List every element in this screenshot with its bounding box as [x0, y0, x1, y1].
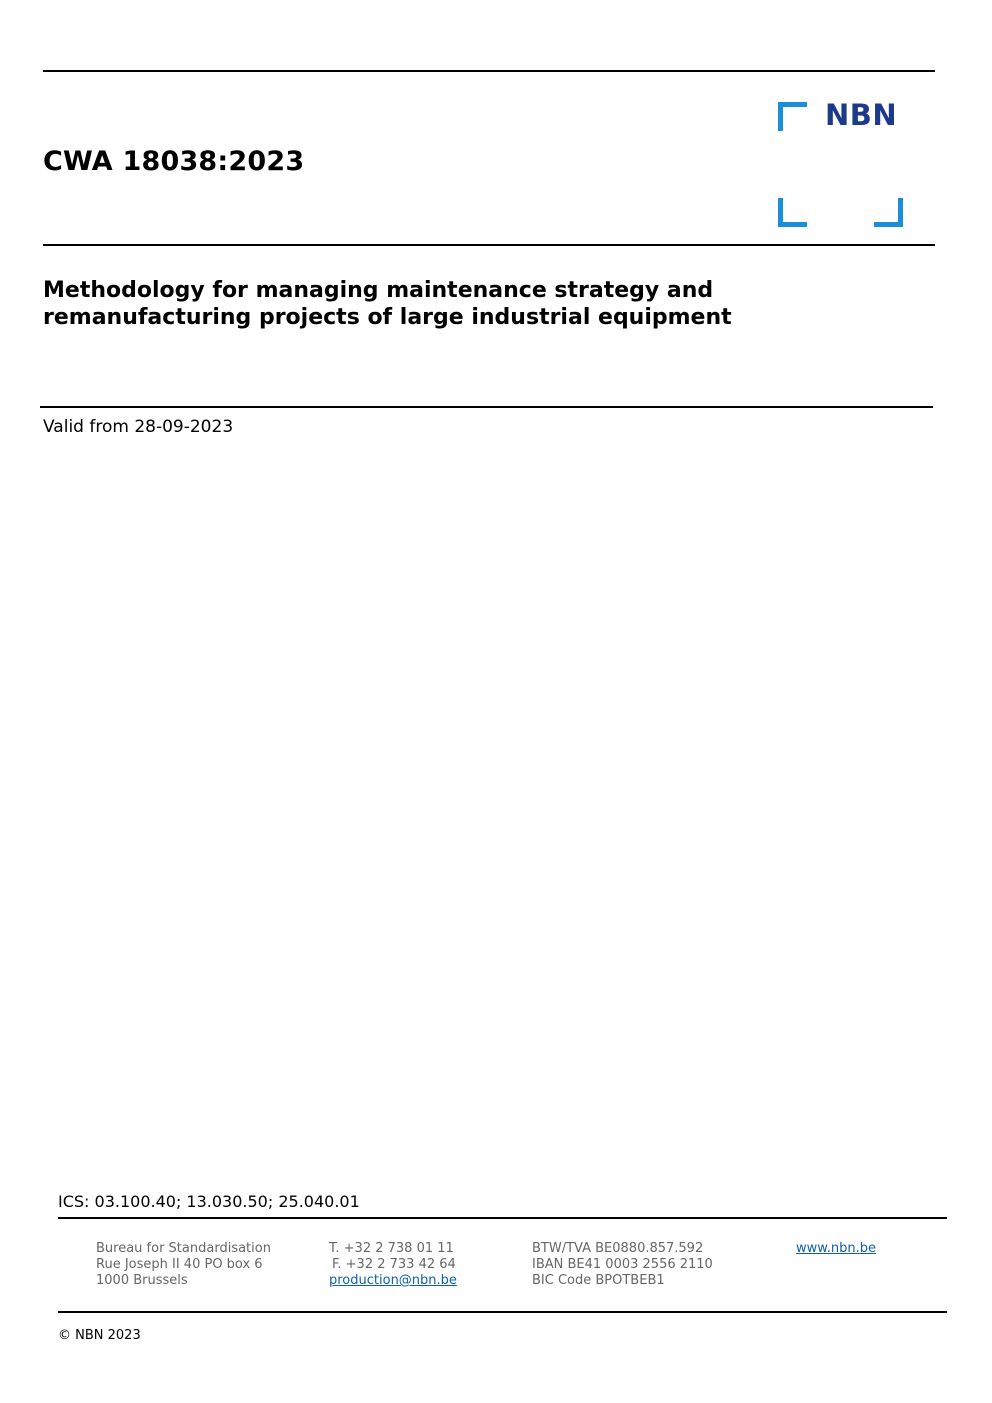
bic-code: BIC Code BPOTBEB1: [532, 1273, 665, 1288]
logo-corner-bottom-right: [874, 198, 903, 227]
fax-number: F. +32 2 733 42 64: [332, 1257, 456, 1272]
logo-corner-top-left: [778, 102, 807, 131]
footer-bottom-rule: [58, 1311, 947, 1313]
header-rule: [43, 244, 935, 246]
document-id: CWA 18038:2023: [43, 146, 305, 177]
address-line: Rue Joseph II 40 PO box 6: [96, 1257, 263, 1272]
website-link[interactable]: www.nbn.be: [796, 1241, 876, 1256]
nbn-logo: [778, 100, 900, 224]
top-rule: [43, 70, 935, 72]
copyright: © NBN 2023: [58, 1328, 141, 1343]
footer-bank: [532, 1241, 713, 1289]
phone-number: T. +32 2 738 01 11: [329, 1241, 454, 1256]
footer-top-rule: [58, 1217, 947, 1219]
footer-contact: [329, 1241, 457, 1289]
title-line-1: Methodology for managing maintenance strategy and: [43, 278, 714, 303]
email-link[interactable]: production@nbn.be: [329, 1273, 457, 1288]
vat-number: BTW/TVA BE0880.857.592: [532, 1241, 704, 1256]
logo-corner-bottom-left: [778, 198, 807, 227]
title-line-2: remanufacturing projects of large industrial equipment: [43, 305, 732, 330]
iban: IBAN BE41 0003 2556 2110: [532, 1257, 713, 1272]
title-rule: [40, 406, 933, 408]
logo-wordmark: NBN: [825, 98, 898, 132]
address-line: Bureau for Standardisation: [96, 1241, 271, 1256]
document-title: [43, 277, 803, 331]
address-line: 1000 Brussels: [96, 1273, 188, 1288]
valid-from: Valid from 28-09-2023: [43, 417, 234, 437]
footer-address: [96, 1241, 271, 1289]
ics-codes: ICS: 03.100.40; 13.030.50; 25.040.01: [58, 1192, 360, 1211]
footer-website: [796, 1241, 876, 1257]
